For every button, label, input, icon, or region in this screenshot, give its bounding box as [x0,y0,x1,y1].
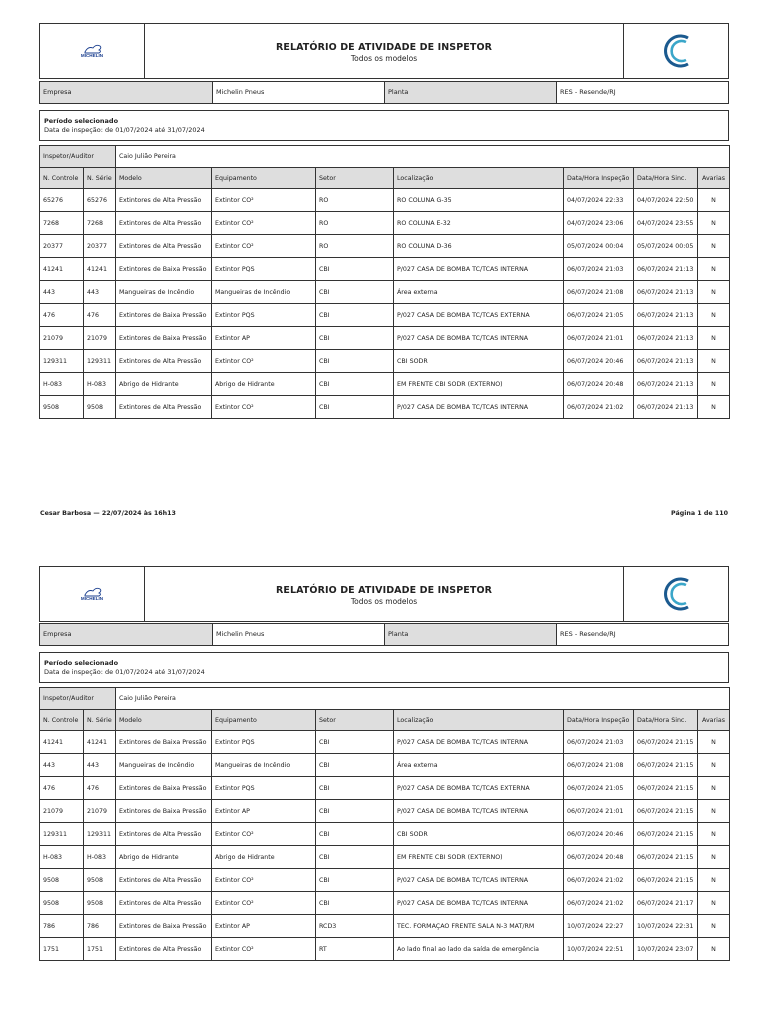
table-cell: 7268 [84,212,116,235]
table-cell: 443 [84,754,116,777]
table-cell: 06/07/2024 21:02 [564,892,634,915]
table-row [40,846,730,869]
table-cell: CBI [316,754,394,777]
table-cell: CBI [316,373,394,396]
table-cell: P/027 CASA DE BOMBA TC/TCAS EXTERNA [394,304,564,327]
table-body [40,731,730,961]
company-info-row [39,81,729,104]
table-cell: Extintor AP [212,327,316,350]
table-cell: N [698,235,730,258]
table-cell: 476 [84,304,116,327]
table-cell: Abrigo de Hidrante [212,846,316,869]
table-cell: 1751 [40,938,84,961]
table-cell: Extintores de Alta Pressão [116,869,212,892]
report-header [39,23,729,79]
table-cell: N [698,754,730,777]
table-cell: 21079 [84,800,116,823]
table-cell: Extintores de Alta Pressão [116,938,212,961]
table-cell: H-083 [40,846,84,869]
table-cell: Extintores de Baixa Pressão [116,731,212,754]
col-header: N. Série [84,710,116,731]
table-cell: N [698,396,730,419]
inspector-name: Caio Julião Pereira [116,688,730,710]
col-header: Avarias [698,710,730,731]
table-cell: P/027 CASA DE BOMBA TC/TCAS INTERNA [394,258,564,281]
table-cell: Extintor CO² [212,396,316,419]
col-header: Data/Hora Inspeção [564,710,634,731]
table-row [40,235,730,258]
inspector-name: Caio Julião Pereira [116,146,730,168]
company-c-logo [623,567,728,621]
michelin-logo [40,24,145,78]
table-cell: N [698,327,730,350]
table-cell: Extintores de Alta Pressão [116,350,212,373]
table-cell: 06/07/2024 21:13 [634,350,698,373]
report-title: RELATÓRIO DE ATIVIDADE DE INSPETOR [275,585,493,596]
table-cell: Ao lado final ao lado da saída de emergência [394,938,564,961]
table-cell: CBI [316,800,394,823]
table-cell: Extintores de Alta Pressão [116,823,212,846]
table-row [40,212,730,235]
footer-page-number: Página 1 de 110 [671,510,728,517]
table-cell: P/027 CASA DE BOMBA TC/TCAS INTERNA [394,396,564,419]
period-box [39,652,729,683]
table-cell: Extintor CO² [212,938,316,961]
table-cell: 04/07/2024 22:33 [564,189,634,212]
table-cell: CBI [316,777,394,800]
table-cell: 9508 [40,396,84,419]
table-cell: P/027 CASA DE BOMBA TC/TCAS EXTERNA [394,777,564,800]
table-cell: 10/07/2024 22:51 [564,938,634,961]
table-cell: Extintor CO² [212,235,316,258]
col-header: Equipamento [212,168,316,189]
footer-author: Cesar Barbosa — 22/07/2024 às 16h13 [40,510,176,517]
table-cell: N [698,189,730,212]
table-cell: 06/07/2024 21:13 [634,373,698,396]
table-cell: RO [316,212,394,235]
table-cell: RO [316,189,394,212]
table-cell: 04/07/2024 23:06 [564,212,634,235]
period-title: Período selecionado [44,117,119,125]
table-cell: CBI [316,327,394,350]
table-cell: 20377 [40,235,84,258]
table-cell: H-083 [84,846,116,869]
table-row [40,777,730,800]
inspection-table [39,145,730,419]
table-cell: N [698,846,730,869]
table-cell: 06/07/2024 21:15 [634,869,698,892]
table-row [40,915,730,938]
table-row [40,892,730,915]
table-cell: N [698,800,730,823]
table-cell: EM FRENTE CBI SODR (EXTERNO) [394,373,564,396]
planta-label: Planta [384,624,556,645]
table-cell: N [698,823,730,846]
table-cell: 06/07/2024 21:15 [634,823,698,846]
table-cell: N [698,373,730,396]
col-header: N. Série [84,168,116,189]
table-cell: 20377 [84,235,116,258]
table-cell: 06/07/2024 20:46 [564,350,634,373]
table-cell: 10/07/2024 22:31 [634,915,698,938]
table-cell: 06/07/2024 21:05 [564,304,634,327]
table-cell: N [698,892,730,915]
table-cell: 786 [40,915,84,938]
col-header: Modelo [116,710,212,731]
table-cell: Extintores de Alta Pressão [116,235,212,258]
table-cell: 06/07/2024 21:13 [634,396,698,419]
table-cell: Extintores de Alta Pressão [116,212,212,235]
table-cell: 06/07/2024 21:13 [634,304,698,327]
table-cell: 06/07/2024 21:03 [564,258,634,281]
table-cell: 06/07/2024 21:17 [634,892,698,915]
table-cell: 04/07/2024 22:50 [634,189,698,212]
table-cell: Extintor CO² [212,892,316,915]
table-cell: Mangueiras de Incêndio [212,281,316,304]
table-cell: RT [316,938,394,961]
planta-label: Planta [384,82,556,103]
table-cell: 05/07/2024 00:05 [634,235,698,258]
table-cell: N [698,915,730,938]
table-cell: 129311 [84,350,116,373]
inspection-table [39,687,730,961]
table-cell: 7268 [40,212,84,235]
table-row [40,823,730,846]
table-cell: RCD3 [316,915,394,938]
table-cell: 786 [84,915,116,938]
table-cell: 21079 [40,327,84,350]
michelin-logo [40,567,145,621]
col-header: Setor [316,168,394,189]
table-cell: CBI SODR [394,823,564,846]
table-cell: 06/07/2024 21:15 [634,754,698,777]
table-cell: 06/07/2024 21:05 [564,777,634,800]
table-cell: Extintores de Baixa Pressão [116,800,212,823]
period-title: Período selecionado [44,659,119,667]
table-cell: P/027 CASA DE BOMBA TC/TCAS INTERNA [394,731,564,754]
table-cell: Abrigo de Hidrante [212,373,316,396]
col-header: Data/Hora Sinc. [634,710,698,731]
table-cell: Extintor PQS [212,258,316,281]
table-cell: N [698,938,730,961]
table-cell: 9508 [40,892,84,915]
table-cell: 06/07/2024 21:03 [564,731,634,754]
table-cell: 06/07/2024 21:13 [634,281,698,304]
table-cell: RO COLUNA D-36 [394,235,564,258]
table-cell: 9508 [84,396,116,419]
col-header: Modelo [116,168,212,189]
table-cell: Extintores de Alta Pressão [116,189,212,212]
table-cell: Área externa [394,281,564,304]
table-cell: 443 [84,281,116,304]
table-cell: 41241 [84,731,116,754]
col-header: Data/Hora Inspeção [564,168,634,189]
table-cell: 65276 [84,189,116,212]
table-cell: CBI [316,823,394,846]
table-row [40,327,730,350]
table-cell: 41241 [40,731,84,754]
table-row [40,396,730,419]
col-header: N. Controle [40,710,84,731]
table-cell: 129311 [40,823,84,846]
table-header-row [40,168,730,189]
table-cell: 65276 [40,189,84,212]
table-cell: EM FRENTE CBI SODR (EXTERNO) [394,846,564,869]
table-cell: CBI [316,281,394,304]
table-body [40,189,730,419]
page-footer [40,510,728,517]
table-cell: Extintores de Baixa Pressão [116,258,212,281]
report-title: RELATÓRIO DE ATIVIDADE DE INSPETOR [275,42,493,53]
table-cell: 06/07/2024 20:48 [564,846,634,869]
table-cell: 476 [84,777,116,800]
table-cell: CBI [316,846,394,869]
col-header: Localização [394,168,564,189]
table-cell: CBI [316,350,394,373]
table-cell: H-083 [40,373,84,396]
table-cell: 129311 [40,350,84,373]
report-subtitle: Todos os modelos [350,597,418,606]
planta-value: RES - Resende/RJ [556,624,728,645]
table-cell: 06/07/2024 21:01 [564,327,634,350]
table-cell: P/027 CASA DE BOMBA TC/TCAS INTERNA [394,869,564,892]
table-cell: Extintores de Baixa Pressão [116,915,212,938]
table-cell: 443 [40,754,84,777]
table-cell: Extintor PQS [212,304,316,327]
table-row [40,869,730,892]
table-cell: 06/07/2024 21:15 [634,846,698,869]
table-cell: N [698,281,730,304]
col-header: Avarias [698,168,730,189]
table-cell: Extintores de Baixa Pressão [116,304,212,327]
table-row [40,350,730,373]
table-cell: N [698,258,730,281]
table-cell: 05/07/2024 00:04 [564,235,634,258]
table-cell: N [698,304,730,327]
report-subtitle: Todos os modelos [350,54,418,63]
table-cell: Extintor CO² [212,189,316,212]
table-cell: N [698,212,730,235]
table-cell: 41241 [84,258,116,281]
table-header-row [40,710,730,731]
table-cell: 06/07/2024 21:08 [564,754,634,777]
table-cell: 129311 [84,823,116,846]
table-cell: Extintor AP [212,915,316,938]
table-cell: 9508 [84,869,116,892]
table-cell: N [698,869,730,892]
table-row [40,189,730,212]
table-cell: Mangueiras de Incêndio [116,754,212,777]
table-cell: N [698,777,730,800]
table-cell: P/027 CASA DE BOMBA TC/TCAS INTERNA [394,892,564,915]
table-row [40,754,730,777]
table-cell: 06/07/2024 21:01 [564,800,634,823]
svg-text:MICHELIN: MICHELIN [80,596,104,601]
table-cell: Mangueiras de Incêndio [116,281,212,304]
table-cell: H-083 [84,373,116,396]
table-cell: P/027 CASA DE BOMBA TC/TCAS INTERNA [394,327,564,350]
table-row [40,731,730,754]
table-cell: CBI [316,892,394,915]
table-cell: CBI [316,869,394,892]
table-cell: Extintores de Baixa Pressão [116,777,212,800]
table-cell: Extintor PQS [212,777,316,800]
empresa-label: Empresa [40,624,212,645]
table-cell: N [698,731,730,754]
report-header [39,566,729,622]
table-cell: Extintores de Alta Pressão [116,892,212,915]
table-cell: RO COLUNA G-35 [394,189,564,212]
table-cell: 06/07/2024 21:02 [564,396,634,419]
table-cell: Extintores de Baixa Pressão [116,327,212,350]
company-info-row [39,623,729,646]
table-cell: CBI [316,396,394,419]
table-cell: N [698,350,730,373]
table-cell: Extintor CO² [212,823,316,846]
table-cell: Abrigo de Hidrante [116,373,212,396]
col-header: Localização [394,710,564,731]
table-cell: CBI SODR [394,350,564,373]
table-cell: 476 [40,304,84,327]
table-cell: 06/07/2024 21:08 [564,281,634,304]
table-cell: Extintor PQS [212,731,316,754]
table-cell: 21079 [40,800,84,823]
table-cell: 04/07/2024 23:55 [634,212,698,235]
table-row [40,800,730,823]
table-cell: 476 [40,777,84,800]
table-cell: Extintor AP [212,800,316,823]
table-cell: CBI [316,304,394,327]
inspector-label: Inspetor/Auditor [40,688,116,710]
col-header: Equipamento [212,710,316,731]
table-cell: 06/07/2024 21:13 [634,327,698,350]
table-cell: Área externa [394,754,564,777]
table-cell: CBI [316,731,394,754]
table-cell: 9508 [40,869,84,892]
period-text: Data de inspeção: de 01/07/2024 até 31/07/2024 [44,668,205,676]
table-row [40,304,730,327]
table-cell: 06/07/2024 20:46 [564,823,634,846]
table-cell: 06/07/2024 21:15 [634,800,698,823]
table-cell: TEC. FORMAÇAO FRENTE SALA N-3 MAT/RM [394,915,564,938]
table-cell: 06/07/2024 21:15 [634,777,698,800]
table-row [40,258,730,281]
table-cell: 10/07/2024 23:07 [634,938,698,961]
inspector-row [40,688,730,710]
planta-value: RES - Resende/RJ [556,82,728,103]
table-cell: 41241 [40,258,84,281]
col-header: Data/Hora Sinc. [634,168,698,189]
table-cell: RO COLUNA E-32 [394,212,564,235]
table-cell: CBI [316,258,394,281]
col-header: Setor [316,710,394,731]
table-row [40,373,730,396]
table-cell: Extintor CO² [212,869,316,892]
company-c-logo [623,24,728,78]
col-header: N. Controle [40,168,84,189]
empresa-value: Michelin Pneus [212,82,384,103]
inspector-row [40,146,730,168]
table-cell: P/027 CASA DE BOMBA TC/TCAS INTERNA [394,800,564,823]
table-cell: Extintor CO² [212,350,316,373]
table-cell: 06/07/2024 21:15 [634,731,698,754]
table-row [40,281,730,304]
table-cell: 21079 [84,327,116,350]
inspector-label: Inspetor/Auditor [40,146,116,168]
period-box [39,110,729,141]
table-cell: Extintores de Alta Pressão [116,396,212,419]
table-cell: 06/07/2024 20:48 [564,373,634,396]
table-cell: Extintor CO² [212,212,316,235]
table-cell: Abrigo de Hidrante [116,846,212,869]
period-text: Data de inspeção: de 01/07/2024 até 31/07/2024 [44,126,205,134]
table-cell: Mangueiras de Incêndio [212,754,316,777]
table-cell: 1751 [84,938,116,961]
table-row [40,938,730,961]
svg-text:MICHELIN: MICHELIN [80,53,104,58]
empresa-label: Empresa [40,82,212,103]
table-cell: RO [316,235,394,258]
table-cell: 443 [40,281,84,304]
table-cell: 9508 [84,892,116,915]
table-cell: 06/07/2024 21:13 [634,258,698,281]
table-cell: 06/07/2024 21:02 [564,869,634,892]
empresa-value: Michelin Pneus [212,624,384,645]
table-cell: 10/07/2024 22:27 [564,915,634,938]
